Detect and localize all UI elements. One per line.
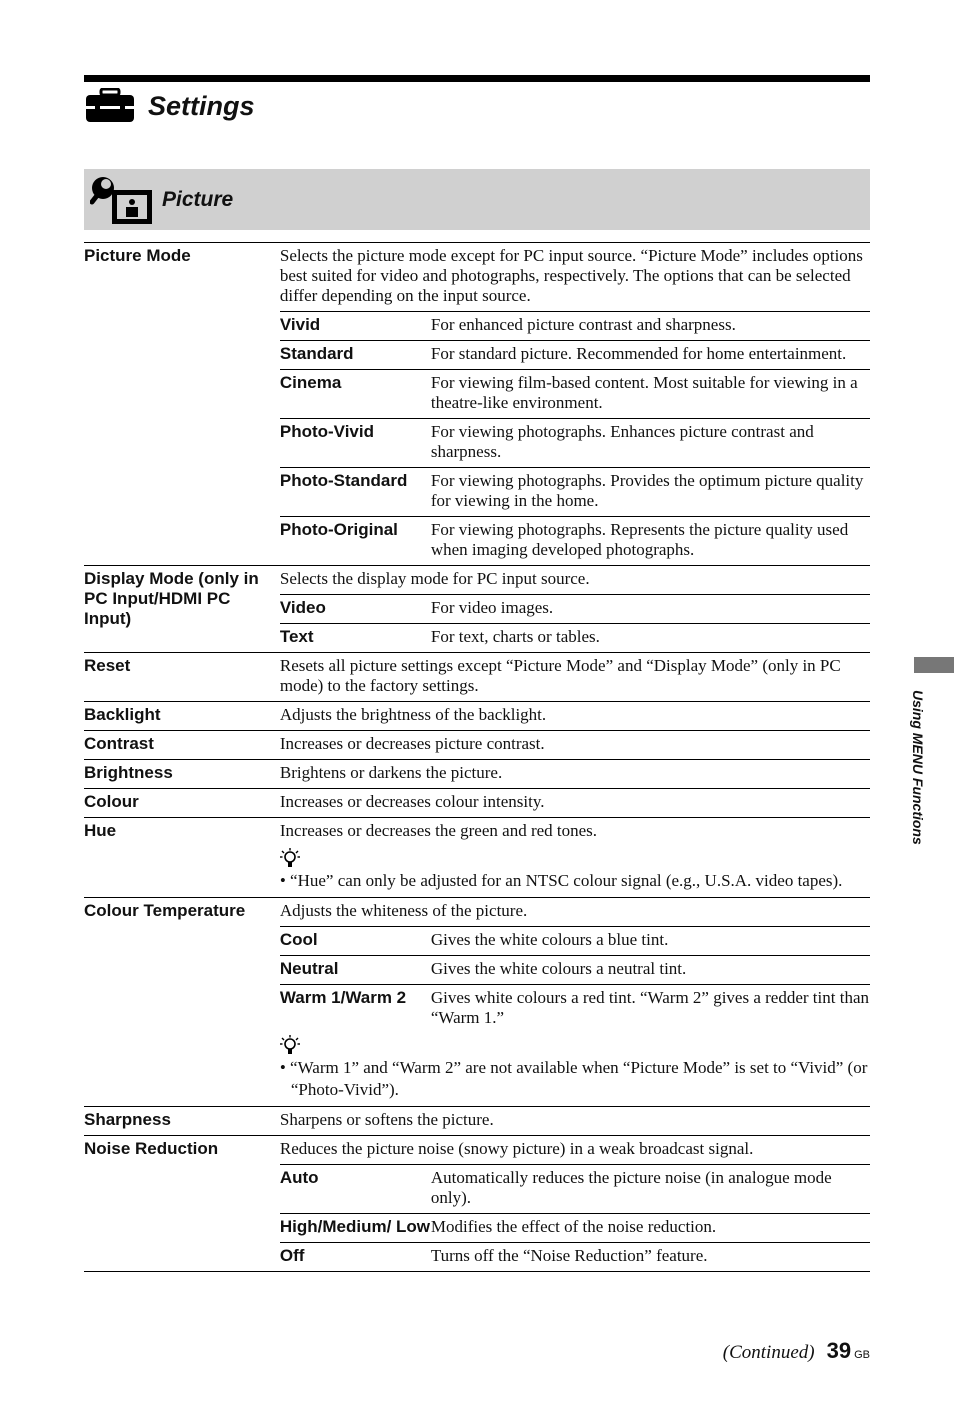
header-rule — [84, 75, 870, 82]
option-name: Text — [280, 624, 431, 653]
option-description: Automatically reduces the picture noise (in analogue mode only). — [431, 1165, 870, 1214]
option-description: Gives the white colours a neutral tint. — [431, 956, 870, 985]
page-title: Settings — [148, 90, 255, 121]
setting-description: Increases or decreases picture contrast. — [279, 734, 545, 753]
option-description: For enhanced picture contrast and sharpness. — [431, 312, 870, 341]
option-row — [280, 1165, 870, 1214]
option-row — [280, 1243, 870, 1272]
option-name: Video — [280, 595, 431, 624]
setting-label: Sharpness — [84, 1107, 280, 1136]
setting-label: Hue — [84, 818, 280, 898]
option-description: Modifies the effect of the noise reduction. — [431, 1214, 870, 1243]
setting-description: Adjusts the brightness of the backlight. — [279, 705, 547, 724]
option-description: Turns off the “Noise Reduction” feature. — [431, 1243, 870, 1272]
hint-icon — [280, 848, 300, 870]
option-description: For viewing photographs. Provides the optimum picture quality for viewing in the home. — [431, 468, 870, 517]
setting-row — [84, 243, 870, 566]
option-name: Vivid — [280, 312, 431, 341]
setting-content — [280, 731, 870, 760]
setting-row — [84, 1107, 870, 1136]
option-name: Neutral — [280, 956, 431, 985]
setting-content — [280, 1136, 870, 1272]
option-description: For text, charts or tables. — [431, 624, 870, 653]
option-description: Gives white colours a red tint. “Warm 2” gives a redder tint than “Warm 1.” — [431, 985, 870, 1034]
option-name: Photo-Standard — [280, 468, 431, 517]
page-suffix: GB — [854, 1349, 870, 1361]
option-description: Gives the white colours a blue tint. — [431, 927, 870, 956]
option-row — [280, 517, 870, 566]
setting-content — [280, 1107, 870, 1136]
hint-text: • “Hue” can only be adjusted for an NTSC colour signal (e.g., U.S.A. video tapes). — [279, 871, 843, 890]
setting-content — [280, 566, 870, 653]
setting-label: Colour Temperature — [84, 898, 280, 1107]
setting-label: Noise Reduction — [84, 1136, 280, 1272]
option-list — [280, 1164, 870, 1271]
setting-content — [280, 702, 870, 731]
option-row — [280, 595, 870, 624]
setting-content — [280, 243, 870, 566]
option-description: For viewing photographs. Enhances picture contrast and sharpness. — [431, 419, 870, 468]
setting-description: Brightens or darkens the picture. — [279, 763, 503, 782]
option-name: Photo-Original — [280, 517, 431, 566]
setting-content — [280, 653, 870, 702]
option-name: Off — [280, 1243, 431, 1272]
page-header — [84, 86, 255, 126]
setting-description: Selects the display mode for PC input source. — [279, 569, 590, 588]
setting-label: Backlight — [84, 702, 280, 731]
wrench-picture-icon — [90, 174, 156, 226]
page-number: 39 — [826, 1338, 852, 1363]
option-description: For standard picture. Recommended for home entertainment. — [431, 341, 870, 370]
option-row — [280, 1214, 870, 1243]
setting-description: Sharpens or softens the picture. — [279, 1110, 494, 1129]
option-description: For video images. — [431, 595, 870, 624]
setting-label: Colour — [84, 789, 280, 818]
chapter-label — [910, 690, 934, 890]
hint-icon — [280, 1035, 300, 1057]
setting-content — [280, 789, 870, 818]
option-description: For viewing photographs. Represents the picture quality used when imaging developed photographs. — [431, 517, 870, 566]
option-row — [280, 927, 870, 956]
setting-row — [84, 566, 870, 653]
setting-description: Reduces the picture noise (snowy picture) in a weak broadcast signal. — [279, 1139, 754, 1158]
option-row — [280, 419, 870, 468]
setting-row — [84, 818, 870, 898]
hint-block — [280, 848, 870, 897]
setting-row — [84, 760, 870, 789]
hint-block — [280, 1035, 870, 1106]
settings-table — [84, 242, 870, 1272]
setting-description: Adjusts the whiteness of the picture. — [279, 901, 528, 920]
setting-content — [280, 818, 870, 898]
hint-text: • “Warm 1” and “Warm 2” are not available when “Picture Mode” is set to “Vivid” (or “Photo-Vivid”). — [279, 1058, 868, 1099]
chapter-label-text: Using MENU Functions — [910, 690, 926, 845]
page-footer — [723, 1338, 870, 1364]
setting-row — [84, 789, 870, 818]
option-name: Warm 1/Warm 2 — [280, 985, 431, 1034]
setting-description: Increases or decreases the green and red tones. — [279, 821, 598, 840]
option-list — [280, 926, 870, 1033]
option-row — [280, 985, 870, 1034]
option-name: Auto — [280, 1165, 431, 1214]
setting-row — [84, 653, 870, 702]
option-name: Photo-Vivid — [280, 419, 431, 468]
option-list — [280, 311, 870, 565]
setting-label: Contrast — [84, 731, 280, 760]
option-row — [280, 312, 870, 341]
setting-row — [84, 1136, 870, 1272]
setting-description: Selects the picture mode except for PC input source. “Picture Mode” includes options best suited for video and photographs, respectively. The options that can be selected differ depending on the input source. — [279, 246, 863, 305]
option-description: For viewing film-based content. Most suitable for viewing in a theatre-like environment. — [431, 370, 870, 419]
section-header — [84, 169, 870, 230]
option-row — [280, 956, 870, 985]
option-row — [280, 624, 870, 653]
option-name: High/Medium/ Low — [280, 1214, 431, 1243]
setting-content — [280, 898, 870, 1107]
setting-label: Display Mode (only in PC Input/HDMI PC Input) — [84, 566, 280, 653]
option-name: Cinema — [280, 370, 431, 419]
setting-label: Reset — [84, 653, 280, 702]
option-list — [280, 594, 870, 652]
setting-row — [84, 731, 870, 760]
setting-description: Resets all picture settings except “Picture Mode” and “Display Mode” (only in PC mode) to the factory settings. — [279, 656, 841, 695]
option-row — [280, 341, 870, 370]
option-name: Standard — [280, 341, 431, 370]
setting-label: Brightness — [84, 760, 280, 789]
chapter-tab — [914, 657, 954, 673]
section-title: Picture — [162, 187, 234, 211]
option-row — [280, 370, 870, 419]
toolbox-icon — [84, 88, 136, 124]
setting-label: Picture Mode — [84, 243, 280, 566]
continued-note: (Continued) — [722, 1342, 815, 1363]
option-name: Cool — [280, 927, 431, 956]
setting-row — [84, 702, 870, 731]
setting-row — [84, 898, 870, 1107]
option-row — [280, 468, 870, 517]
setting-content — [280, 760, 870, 789]
setting-description: Increases or decreases colour intensity. — [279, 792, 545, 811]
